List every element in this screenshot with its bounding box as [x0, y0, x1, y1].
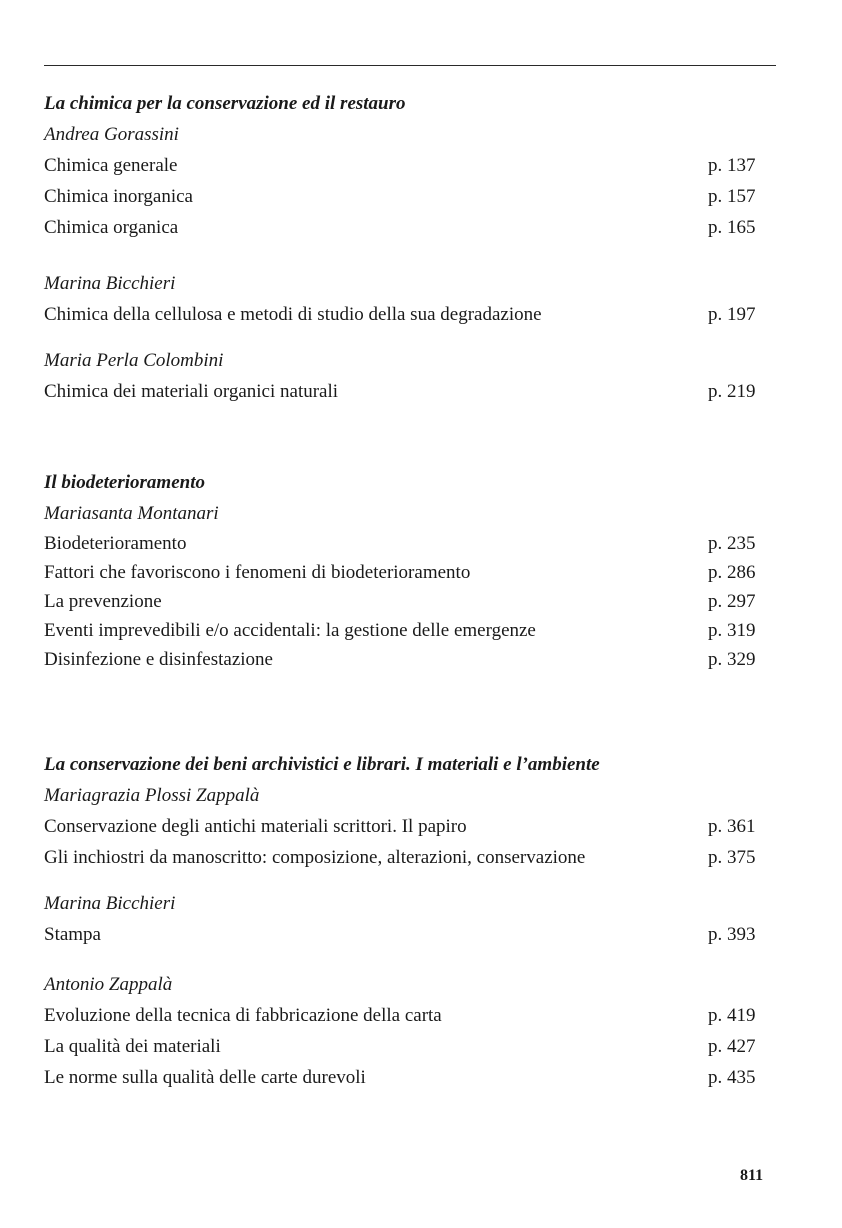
toc-section-chimica: [44, 88, 768, 407]
entry-page: p. 435: [708, 1067, 756, 1088]
entry-title: Eventi imprevedibili e/o accidentali: la gestione delle emergenze: [44, 620, 536, 641]
toc-entry[interactable]: [44, 842, 768, 873]
entry-page: p. 297: [708, 591, 756, 612]
page-number: 811: [740, 1167, 764, 1184]
entry-page: p. 393: [708, 924, 756, 945]
entry-title: La prevenzione: [44, 591, 162, 612]
top-rule: [44, 65, 776, 66]
toc-entry[interactable]: [44, 1031, 768, 1062]
entry-page: p. 319: [708, 620, 756, 641]
entry-page: p. 157: [708, 186, 756, 207]
entry-page: p. 419: [708, 1005, 756, 1026]
entry-title: Stampa: [44, 924, 101, 945]
spacer: [44, 873, 768, 889]
author-name: Mariagrazia Plossi Zappalà: [44, 785, 260, 806]
entry-page: p. 427: [708, 1036, 756, 1057]
author-name: Marina Bicchieri: [44, 893, 176, 914]
entry-page: p. 219: [708, 381, 756, 402]
toc-entry[interactable]: [44, 150, 768, 181]
spacer: [44, 330, 768, 346]
toc-entry[interactable]: [44, 645, 768, 674]
entry-page: p. 361: [708, 816, 756, 837]
toc-entry[interactable]: [44, 811, 768, 842]
spacer: [44, 243, 768, 269]
entry-title: Evoluzione della tecnica di fabbricazione della carta: [44, 1005, 442, 1026]
entry-title: Gli inchiostri da manoscritto: composizione, alterazioni, conservazione: [44, 847, 586, 868]
entry-title: Chimica dei materiali organici naturali: [44, 381, 339, 402]
entry-title: Chimica inorganica: [44, 186, 193, 207]
toc-entry[interactable]: [44, 616, 768, 645]
entry-page: p. 137: [708, 155, 756, 176]
entry-page: p. 165: [708, 217, 756, 238]
entry-title: Le norme sulla qualità delle carte durevoli: [44, 1067, 366, 1088]
entry-title: Chimica generale: [44, 155, 178, 176]
entry-page: p. 329: [708, 649, 756, 670]
entry-title: La qualità dei materiali: [44, 1036, 221, 1057]
entry-title: Chimica della cellulosa e metodi di studio della sua degradazione: [44, 304, 542, 325]
entry-page: p. 375: [708, 847, 756, 868]
author-name: Andrea Gorassini: [44, 124, 179, 145]
toc-entry[interactable]: [44, 558, 768, 587]
section-heading: Il biodeterioramento: [44, 472, 205, 493]
section-heading: La chimica per la conservazione ed il restauro: [44, 93, 406, 114]
author-name: Antonio Zappalà: [44, 974, 173, 995]
entry-page: p. 235: [708, 533, 756, 554]
toc-section-biodeterioramento: [44, 467, 768, 674]
author-name: Mariasanta Montanari: [44, 503, 219, 524]
entry-title: Conservazione degli antichi materiali scrittori. Il papiro: [44, 816, 467, 837]
toc-entry[interactable]: [44, 181, 768, 212]
toc-entry[interactable]: [44, 376, 768, 407]
entry-title: Chimica organica: [44, 217, 179, 238]
section-heading: La conservazione dei beni archivistici e librari. I materiali e l’ambiente: [44, 754, 600, 775]
toc-entry[interactable]: [44, 587, 768, 616]
entry-title: Biodeterioramento: [44, 533, 187, 554]
toc-section-beni-archivistici: [44, 749, 768, 1093]
toc-entry[interactable]: [44, 529, 768, 558]
author-name: Maria Perla Colombini: [44, 350, 224, 371]
toc-entry[interactable]: [44, 299, 768, 330]
entry-page: p. 286: [708, 562, 756, 583]
toc-entry[interactable]: [44, 1062, 768, 1093]
toc-entry[interactable]: [44, 919, 768, 950]
toc-entry[interactable]: [44, 1000, 768, 1031]
spacer: [44, 950, 768, 970]
toc-entry[interactable]: [44, 212, 768, 243]
entry-title: Disinfezione e disinfestazione: [44, 649, 273, 670]
author-name: Marina Bicchieri: [44, 273, 176, 294]
entry-title: Fattori che favoriscono i fenomeni di biodeterioramento: [44, 562, 471, 583]
entry-page: p. 197: [708, 304, 756, 325]
